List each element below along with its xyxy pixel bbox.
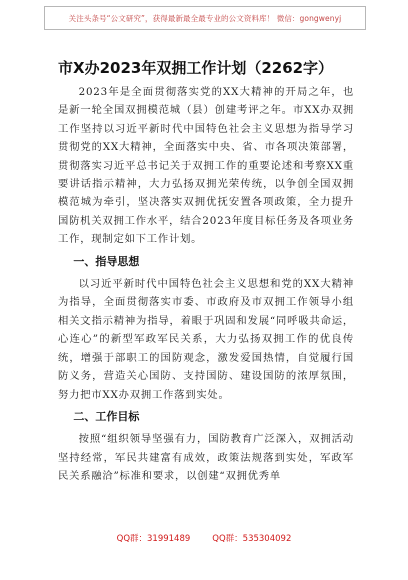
section-heading-work-goals: 二、工作目标 — [73, 409, 140, 423]
qq-group-1: QQ群：31991489 — [116, 534, 191, 544]
header-banner — [44, 6, 366, 30]
footer-qq-groups — [0, 532, 408, 544]
section-paragraph-work-goals: 按照“组织领导坚强有力，国防教育广泛深入，双拥活动坚持经常，军民共建富有成效，政策法规落到实处，军政军民关系融洽”标准和要求，以创建“双拥优秀单 — [58, 433, 354, 483]
section-paragraph-guiding-ideology: 以习近平新时代中国特色社会主义思想和党的XX大精神为指导，全面贯彻落实市委、市政府及市双拥工作领导小组相关文指示精神为指导，着眼于巩固和发展“同呼吸共命运，心连心”的新型军政军民关系，大力弘扬双拥工作的优良传统，增强于部职工的国防观念，激发爱国热情，自觉履行国防义务，营造关心国防、支持国防、建设国防的浓厚氛围，努力把市XX办双拥工作落到实处。 — [58, 278, 354, 401]
intro-paragraph: 2023年是全面贯彻落实党的XX大精神的开局之年，也是新一轮全国双拥模范城（县）创建考评之年。市XX办双拥工作坚持以习近平新时代中国特色社会主义思想为指导学习贯彻党的XX大精神，全面落实中央、省、市各项决策部署，贯彻落实习近平总书记关于双拥工作的重要论述和考察XX重要讲话指示精神，大力弘扬双拥光荣传统，以争创全国双拥模范城为牵引，坚决落实双拥优抚安置各项政策，全力提升国防机关双拥工作水平，结合2023年度目标任务及各项业务工作，现制定如下工作计划。 — [58, 86, 354, 246]
banner-text: 关注头条号“公文研究”，获得最新最全最专业的公文资料库！ 微信：gongwenyj — [68, 13, 342, 23]
document-title: 市X办2023年双拥工作计划（2262字） — [58, 59, 334, 77]
document-body — [58, 83, 354, 486]
qq-group-2: QQ群：535304092 — [212, 534, 292, 544]
section-heading-guiding-ideology: 一、指导思想 — [73, 254, 140, 268]
